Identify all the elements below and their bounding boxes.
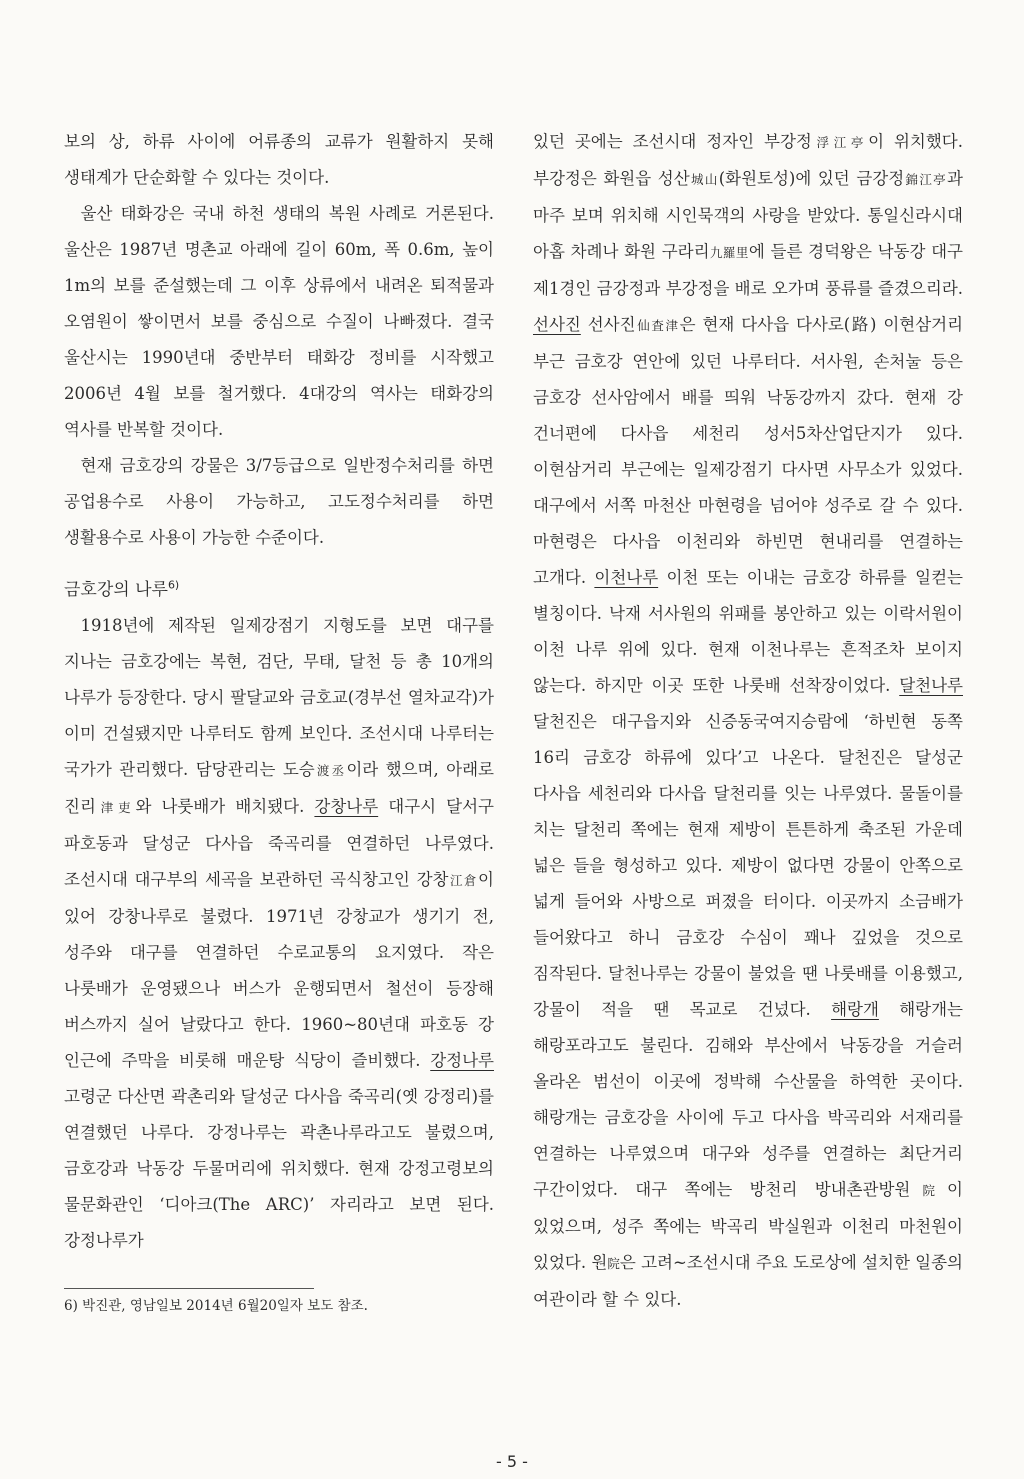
ferry-name-gangchang: 강창나루: [314, 797, 379, 816]
text-run: 1918년에 제작된 일제강점기 지형도를 보면 대구를 지나는 금호강에는 복현, 검단, 무태, 달천 등 총 10개의 나루가 등장한다. 당시 팔달교와 금호교(경부선 열차교각)가 이미 건설됐지만 나루터도 함께 보인다. 조선시대 나루터는 국가가 관리했다. 담당관리는 도승: [64, 616, 494, 779]
hanja: 院: [607, 1256, 620, 1271]
text-run: 은 현재 다사읍 다사로(路) 이현삼거리 부근 금호강 연안에 있던 나루터다. 서사원, 손처눌 등은 금호강 선사암에서 배를 띄워 낙동강까지 갔다. 현재 강 건너편에 다사읍 세천리 성서5차산업단지가 있다. 이현삼거리 부근에는 일제강점기 다사면 사무소가 있었다. 대구에서 서쪽 마천산 마현령을 넘어야 성주로 갈 수 있다. 마현령은 다사읍 이천리와 하빈면 현내리를 연결하는 고개다.: [533, 315, 964, 587]
paragraph: 현재 금호강의 강물은 3/7등급으로 일반정수처리를 하면 공업용수로 사용이 가능하고, 고도정수처리를 하면 생활용수로 사용이 가능한 수준이다.: [64, 456, 494, 547]
hanja: 九羅里: [709, 245, 749, 260]
hanja: 錦江亭: [904, 172, 948, 187]
footnote-divider: [64, 1288, 314, 1289]
ferry-name-dalcheon: 달천나루: [899, 676, 963, 695]
hanja: 津吏: [95, 800, 136, 815]
text-run: 달천진은 대구읍지와 신증동국여지승람에 ‘하빈현 동쪽 16리 금호강 하류에 있다’고 나온다. 달천진은 달성군 다사읍 세천리와 다사읍 달천리를 잇는 나루였다. 물돌이를 치는 달천리 쪽에는 현재 제방이 튼튼하게 축조된 가운데 넓은 들을 형성하고 있다. 제방이 없다면 강물이 안쪽으로 넓게 들어와 사방으로 퍼졌을 터이다. 이곳까지 소금배가 들어왔다고 하니 금호강 수심이 꽤나 깊었을 것으로 짐작된다. 달천나루는 강물이 불었을 땐 나룻배를 이용했고, 강물이 적을 땐 목교로 건넜다.: [533, 712, 963, 1019]
text-run: 이 위치했다. 부강정은 화원읍 성산: [533, 132, 963, 188]
text-run: 이 있었으며, 성주 쪽에는 박곡리 박실원과 이천리 마천원이 있었다. 원: [533, 1180, 963, 1272]
paragraph: 보의 상, 하류 사이에 어류종의 교류가 원활하지 못해 생태계가 단순화할 수 있다는 것이다.: [64, 132, 494, 187]
ferry-name-gangjeong: 강정나루: [430, 1051, 494, 1070]
text-run: 와 나룻배가 배치됐다.: [135, 797, 315, 816]
text-run: 대구시 달서구 파호동과 달성군 다사읍 죽곡리를 연결하던 나루였다. 조선시대 대구부의 세곡을 보관하던 곡식창고인 강창: [64, 797, 494, 889]
hanja: 渡丞: [314, 763, 347, 778]
text-run: 이라 했으며, 아래로 진리: [64, 760, 494, 816]
right-column: [533, 124, 963, 1318]
text-run: 과 마주 보며 위치해 시인묵객의 사랑을 받았다. 통일신라시대 아홉 차례나 화원 구라리: [533, 169, 963, 261]
hanja: 城山: [689, 172, 719, 187]
hanja: 仙査津: [635, 318, 680, 333]
paragraph: [64, 608, 494, 1259]
text-run: 에 들른 경덕왕은 낙동강 대구 제1경인 금강정과 부강정을 배로 오가며 풍류를 즐겼으리라.: [533, 242, 963, 298]
text-run: 은 고려~조선시대 주요 도로상에 설치한 일종의 여관이라 할 수 있다.: [533, 1253, 963, 1309]
text-run: (화원토성)에 있던 금강정: [718, 169, 905, 188]
ferry-name-haerang: 해랑개: [831, 1000, 879, 1019]
footnote: 6) 박진관, 영남일보 2014년 6월20일자 보도 참조.: [64, 1298, 368, 1314]
section-heading: [64, 572, 494, 608]
text-run: 선사진: [580, 315, 636, 334]
text-run: 해랑개는 해랑포라고도 불린다. 김해와 부산에서 낙동강을 거슬러 올라온 범선이 이곳에 정박해 수산물을 하역한 곳이다. 해랑개는 금호강을 사이에 두고 다사읍 박곡리와 서재리를 연결하는 나루였으며 대구와 성주를 연결하는 최단거리 구간이었다. 대구 쪽에는 방천리 방내촌관방원: [533, 1000, 963, 1199]
section-heading-text: 금호강의 나루: [64, 580, 168, 600]
hanja: 江倉: [448, 873, 479, 888]
ferry-name-seonsajin: 선사진: [533, 315, 581, 334]
left-column: [64, 124, 494, 1259]
text-run: 이천 또는 이내는 금호강 하류를 일컫는 별칭이다. 낙재 서사원의 위패를 봉안하고 있는 이락서원이 이천 나루 위에 있다. 현재 이천나루는 흔적조차 보이지 않는다. 하지만 이곳 또한 나룻배 선착장이었다.: [533, 568, 963, 695]
footnote-ref: 6): [167, 578, 180, 592]
ferry-name-icheon: 이천나루: [594, 568, 659, 587]
paragraph: [533, 124, 963, 1318]
text-run: 이 있어 강창나루로 불렸다. 1971년 강창교가 생기기 전, 성주와 대구를 연결하던 수로교통의 요지였다. 작은 나룻배가 운영됐으나 버스가 운행되면서 철선이 등장해 버스까지 실어 날랐다고 한다. 1960~80년대 파호동 강 인근에 주막을 비롯해 매운탕 식당이 즐비했다.: [64, 870, 494, 1070]
text-run: 있던 곳에는 조선시대 정자인 부강정: [533, 132, 812, 151]
text-run: 고령군 다산면 곽촌리와 달성군 다사읍 죽곡리(옛 강정리)를 연결했던 나루다. 강정나루는 곽촌나루라고도 불렸으며, 금호강과 낙동강 두물머리에 위치했다. 현재 강정고령보의 물문화관인 ‘디아크(The ARC)’ 자리라고 보면 된다. 강정나루가: [64, 1087, 494, 1250]
page-number: - 5 -: [496, 1452, 528, 1471]
hanja: 院: [910, 1183, 948, 1198]
paragraph: 울산 태화강은 국내 하천 생태의 복원 사례로 거론된다. 울산은 1987년 명촌교 아래에 길이 60m, 폭 0.6m, 높이 1m의 보를 준설했는데 그 이후 상류에서 내려온 퇴적물과 오염원이 쌓이면서 보를 중심으로 수질이 나빠졌다. 결국 울산시는 1990년대 중반부터 태화강 정비를 시작했고 2006년 4월 보를 철거했다. 4대강의 역사는 태화강의 역사를 반복할 것이다.: [64, 204, 494, 439]
hanja: 浮江亭: [811, 135, 869, 150]
